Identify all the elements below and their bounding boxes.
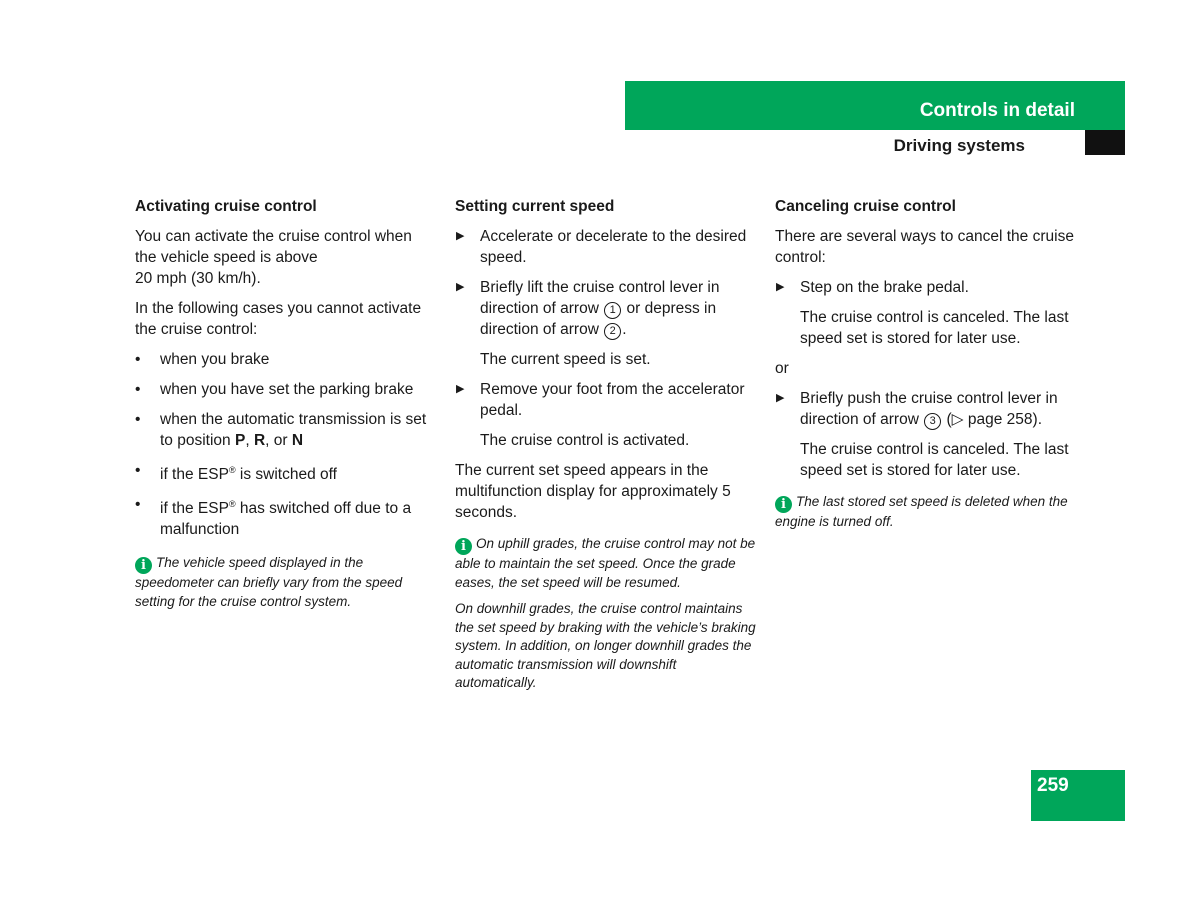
bullet-icon: • [135,351,141,368]
arrow-2-marker: 2 [604,323,621,340]
step-item [455,379,760,421]
page-reference: (▷ page 258). [942,411,1043,428]
separator: , or [265,432,292,449]
step-result: The current speed is set. [480,351,651,368]
list-item [135,494,440,540]
activation-line-3: 20 mph (30 km/h). [135,270,261,287]
subsection-marker [1085,130,1125,155]
arrow-3-marker: 3 [924,413,941,430]
step-text: Accelerate or decelerate to the desired speed. [480,228,747,266]
column-activating [135,196,440,619]
bullet-icon: • [135,496,141,514]
heading-setting-speed: Setting current speed [455,198,615,215]
heading-canceling: Canceling cruise control [775,198,956,215]
bullet-text: if the ESP [160,500,229,518]
bullet-icon: • [135,411,141,428]
step-text: Step on the brake pedal. [800,279,969,296]
info-icon: i [135,557,152,574]
step-arrow-icon: ▶ [456,281,465,293]
gear-position-n: N [291,432,304,449]
info-note [135,554,440,611]
cancel-ways-paragraph: There are several ways to cancel the cruise control: [775,228,1074,266]
step-item [455,277,760,340]
info-icon: i [455,538,472,555]
step-text: Remove your foot from the accelerator pedal. [480,381,745,419]
subsection-title: Driving systems [893,136,1025,155]
list-item [135,409,440,451]
section-title: Controls in detail [919,100,1075,121]
bullet-text: when you brake [160,351,270,368]
step-item [455,226,760,268]
list-item [135,460,440,485]
note-text: On uphill grades, the cruise control may not be able to maintain the set speed. Once the grade eases, the set speed will be resumed. [455,536,756,590]
info-note [455,535,760,592]
list-item [135,379,440,400]
step-text: Briefly push the cruise control lever in direction of arrow [800,390,1058,428]
downhill-note: On downhill grades, the cruise control maintains the set speed by braking with the vehicle’s braking system. In addition, on longer downhill grades the automatic transmission will downshift automatically. [455,601,756,690]
bullet-text: is switched off [235,466,337,484]
bullet-icon: • [135,462,141,479]
cannot-activate-paragraph: In the following cases you cannot activate the cruise control: [135,300,422,338]
gear-position-p: P [234,432,246,449]
column-setting-speed [455,196,760,701]
step-result: The cruise control is activated. [480,432,690,449]
activation-line-1: You can activate the cruise control when [135,228,412,245]
step-item [775,388,1080,430]
list-item [135,349,440,370]
column-canceling [775,196,1080,540]
gear-position-r: R [253,432,266,449]
bullet-text: if the ESP [160,466,229,484]
step-text: or depress in direction of arrow [480,300,717,338]
activation-line-2: the vehicle speed is above [135,249,318,266]
note-text: The vehicle speed displayed in the speedometer can briefly vary from the speed setting for the cruise control system. [135,555,403,609]
bullet-icon: • [135,381,141,398]
display-paragraph: The current set speed appears in the multifunction display for approximately 5 seconds. [455,462,731,521]
note-text: The last stored set speed is deleted when the engine is turned off. [775,494,1068,529]
step-text: Briefly lift the cruise control lever in direction of arrow [480,279,720,317]
step-result: The cruise control is canceled. The last speed set is stored for later use. [800,441,1069,479]
step-result: The cruise control is canceled. The last speed set is stored for later use. [800,309,1069,347]
registered-mark: ® [228,499,236,510]
bullet-text: has switched off due to a malfunction [160,500,412,539]
arrow-1-marker: 1 [604,302,621,319]
step-arrow-icon: ▶ [456,383,465,395]
info-icon: i [775,496,792,513]
bullet-text: when you have set the parking brake [160,381,414,398]
step-arrow-icon: ▶ [776,392,785,404]
info-note [775,493,1080,532]
registered-mark: ® [228,465,236,475]
activation-paragraph [135,226,440,289]
step-item [775,277,1080,298]
step-text: . [622,321,627,338]
bullet-text: when the automatic transmission is set to position [160,411,427,449]
page-number: 259 [1037,775,1069,796]
step-arrow-icon: ▶ [456,230,465,242]
heading-activating: Activating cruise control [135,198,317,215]
separator: , [245,432,254,449]
or-text: or [775,360,789,377]
step-arrow-icon: ▶ [776,281,785,293]
